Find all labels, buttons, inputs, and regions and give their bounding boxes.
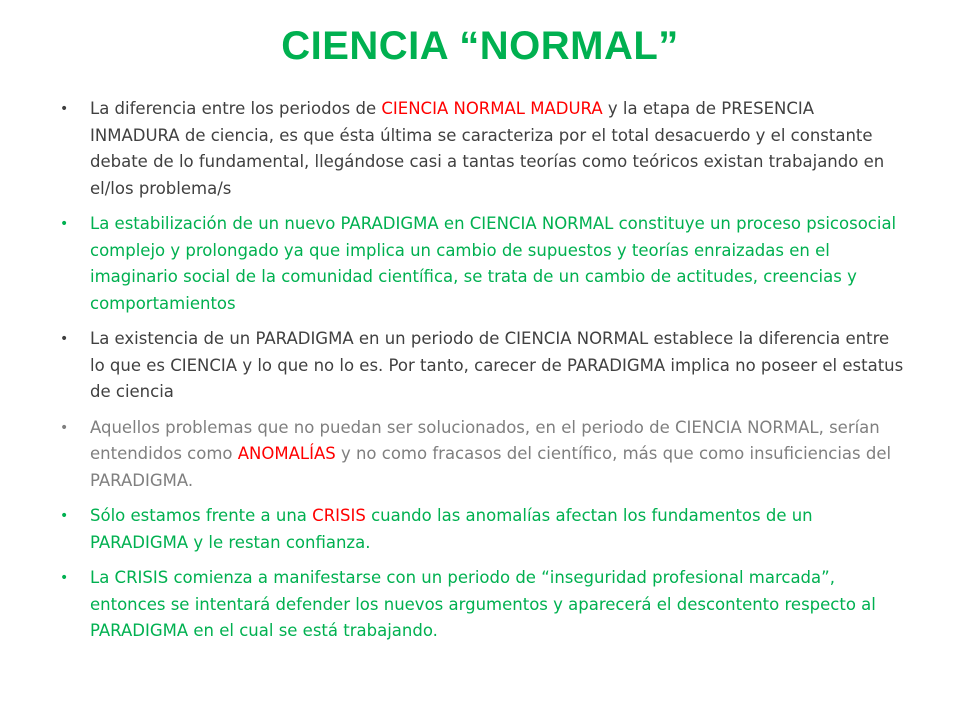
- bullet-item: [60, 565, 905, 645]
- bullet-dot-icon: •: [60, 419, 69, 436]
- bullet-item: [60, 211, 905, 317]
- bullet-text-segment: La CRISIS comienza a manifestarse con un periodo de “inseguridad profesional marcada”, entonces se intentará defender los nuevos argumentos y aparecerá el descontento respecto al PARADIGMA en el cual se está trabajando.: [90, 568, 876, 640]
- bullet-text-segment: La diferencia entre los periodos de: [90, 99, 382, 118]
- bullet-dot-icon: •: [60, 101, 69, 117]
- bullet-dot-icon: •: [60, 508, 69, 524]
- bullet-text-segment: La estabilización de un nuevo PARADIGMA en CIENCIA NORMAL constituye un proceso psicosocial complejo y prolongado ya que implica un cambio de supuestos y teorías enraizadas en el imaginario social de la comunidad científica, se trata de un cambio de actitudes, creencias y comportamientos: [90, 214, 897, 313]
- bullet-item: [60, 326, 905, 406]
- bullet-text-segment: y no como fracasos del científico, más que como insuficiencias del PARADIGMA.: [90, 444, 892, 490]
- bullet-dot-icon: •: [60, 216, 69, 232]
- bullet-text-segment: y la etapa de PRESENCIA INMADURA de ciencia, es que ésta última se caracteriza por el total desacuerdo y el constante debate de lo fundamental, llegándose casi a tantas teorías como teóricos existan trabajando en el/los problema/s: [90, 99, 885, 198]
- highlight-text-segment: ANOMALÍAS: [237, 444, 336, 463]
- bullet-text-segment: Aquellos problemas que no puedan ser solucionados, en el periodo de CIENCIA NORMAL, serían entendidos como: [90, 417, 880, 463]
- highlight-text-segment: CRISIS: [312, 506, 366, 525]
- highlight-text-segment: CIENCIA NORMAL MADURA: [381, 99, 603, 118]
- slide-title: CIENCIA “NORMAL”: [281, 24, 679, 68]
- bullet-text-segment: cuando las anomalías afectan los fundamentos de un PARADIGMA y le restan confianza.: [90, 506, 813, 552]
- bullet-list: [60, 96, 905, 654]
- bullet-item: [60, 96, 905, 202]
- bullet-text-segment: Sólo estamos frente a una: [90, 506, 313, 525]
- bullet-text-segment: La existencia de un PARADIGMA en un periodo de CIENCIA NORMAL establece la diferencia entre lo que es CIENCIA y lo que no lo es. Por tanto, carecer de PARADIGMA implica no poseer el estatus de ciencia: [90, 329, 904, 401]
- bullet-dot-icon: •: [60, 570, 69, 586]
- bullet-item: [60, 503, 905, 556]
- bullet-dot-icon: •: [60, 331, 69, 347]
- bullet-item: [60, 415, 905, 495]
